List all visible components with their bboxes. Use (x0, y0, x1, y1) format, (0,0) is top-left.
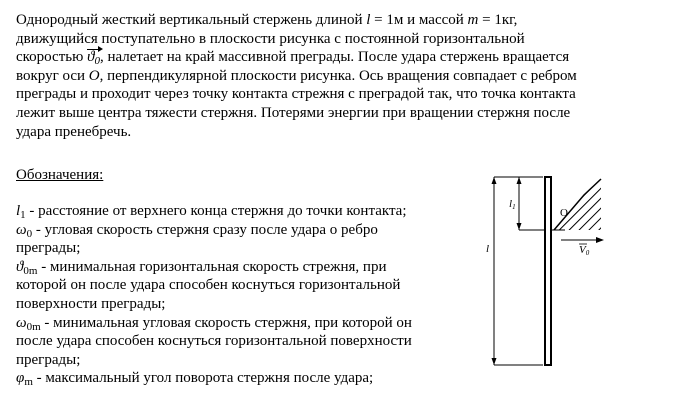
def-text: - расстояние от верхнего конца стержня до точки контакта; (25, 203, 407, 219)
problem-line-5: преграды и проходит через точку контакта стрежня с преградой так, что точка контакта (16, 86, 576, 103)
var-l: l (366, 12, 371, 28)
def-theta0m-cont: поверхности преграды; (16, 295, 166, 312)
var-theta: ϑ (87, 49, 95, 66)
var-theta: ϑ (16, 258, 24, 275)
var-sub: 1 (20, 209, 26, 221)
problem-text: = 1м и массой (370, 12, 468, 28)
problem-text: , налетает на край массивной преграды. После удара стержень вращается (99, 49, 570, 66)
arrowhead-icon (517, 223, 522, 230)
var-m: m (467, 12, 479, 28)
def-l1 (16, 202, 412, 221)
pivot-O-label: O (560, 207, 568, 219)
l1-label: l1 (509, 198, 516, 211)
arrowhead-icon (596, 237, 604, 243)
problem-line-4 (16, 67, 577, 86)
problem-text: скоростью (16, 49, 88, 66)
var-sub: 0 (26, 227, 33, 240)
velocity-label: V0 (579, 244, 590, 257)
problem-text: = 1кг, (478, 12, 518, 28)
rod-obstacle-figure (480, 170, 680, 370)
var-sub: m (24, 376, 33, 389)
def-omega0-cont: преграды; (16, 240, 81, 257)
var-l: l (16, 203, 21, 219)
var-omega: ω (16, 221, 27, 238)
var-sub: 0 (94, 55, 100, 68)
var-phi: φ (16, 370, 25, 387)
problem-line-1 (16, 11, 577, 30)
problem-line-2: движущийся поступательно в плоскости рисунка с постоянной горизонтальной (16, 30, 525, 47)
legend-title: Обозначения: (16, 167, 104, 183)
def-omega0m (16, 314, 412, 333)
def-theta0m (16, 258, 412, 277)
rod (545, 177, 551, 365)
var-sub: 0m (26, 320, 41, 333)
def-text: - угловая скорость стержня сразу после удара о ребро (32, 221, 378, 238)
problem-text: , перпендикулярной плоскости рисунка. Ось вращения совпадает с ребром (99, 67, 577, 84)
def-phim (16, 369, 412, 388)
problem-line-3 (16, 48, 577, 67)
def-omega0m-cont: после удара способен коснуться горизонтальной поверхности (16, 333, 412, 350)
var-omega: ω (16, 314, 27, 331)
problem-text: Однородный жесткий вертикальный стержень длиной (16, 12, 367, 28)
l-label: l (486, 243, 490, 255)
var-sub: 0m (23, 264, 38, 277)
def-text: - минимальная горизонтальная скорость стрежня, при (37, 258, 387, 275)
legend-definitions (16, 202, 412, 388)
problem-line-7: удара пренебречь. (16, 123, 132, 140)
def-text: - максимальный угол поворота стержня после удара; (32, 370, 374, 387)
problem-statement (16, 11, 577, 141)
def-omega0 (16, 221, 412, 240)
def-text: - минимальная угловая скорость стержня, при которой он (40, 314, 412, 331)
arrowhead-icon (517, 177, 522, 184)
problem-text: вокруг оси (16, 67, 89, 84)
arrowhead-icon (492, 358, 497, 365)
def-theta0m-cont: которой он после удара способен коснуться горизонтальной (16, 277, 401, 294)
arrowhead-icon (492, 177, 497, 184)
def-omega0m-cont: преграды; (16, 351, 81, 368)
problem-line-6: лежит выше центра тяжести стержня. Потерями энергии при вращении стержня после (16, 104, 571, 121)
var-O: O (88, 67, 100, 84)
vector-v0 (87, 48, 100, 67)
